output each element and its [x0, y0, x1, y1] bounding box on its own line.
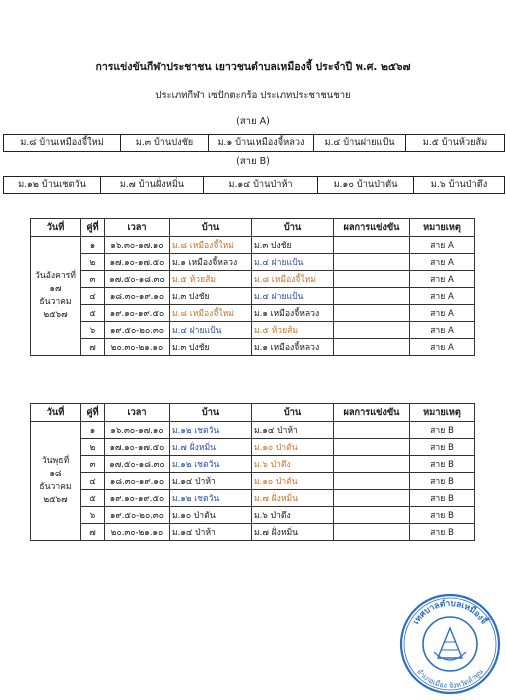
- header-match: คู่ที่: [81, 219, 105, 237]
- away-team-cell: ม.๖ ป่าตึง: [252, 456, 334, 473]
- table-row: [31, 524, 475, 541]
- group-a-team: ม.๘ บ้านเหมืองจี้ใหม่: [4, 135, 121, 151]
- date-line: ธันวาคม: [39, 297, 72, 307]
- away-team-cell: ม.๑ เหมืองจี้หลวง: [252, 305, 334, 322]
- home-team-cell: ม.๑๒ เชตวัน: [170, 456, 252, 473]
- header-date: วันที่: [31, 404, 81, 422]
- match-number-cell: ๕: [81, 305, 105, 322]
- home-team-cell: ม.๓ ปงชัย: [170, 288, 252, 305]
- result-cell: [334, 237, 410, 254]
- table-row: [31, 473, 475, 490]
- table-row: [31, 339, 475, 356]
- header-result: ผลการแข่งขัน: [334, 219, 410, 237]
- match-number-cell: ๗: [81, 524, 105, 541]
- match-number-cell: ๕: [81, 490, 105, 507]
- note-cell: สาย B: [410, 490, 475, 507]
- note-cell: สาย A: [410, 322, 475, 339]
- time-cell: ๑๗.๕๐-๑๘.๓๐: [105, 456, 170, 473]
- time-cell: ๑๙.๕๐-๒๐.๓๐: [105, 507, 170, 524]
- header-match: คู่ที่: [81, 404, 105, 422]
- away-team-cell: ม.๗ ฝั่งหมิ่น: [252, 524, 334, 541]
- header-note: หมายเหตุ: [410, 219, 475, 237]
- group-b-team: ม.๑๐ บ้านป่าตัน: [318, 177, 414, 193]
- match-number-cell: ๑: [81, 422, 105, 439]
- away-team-cell: ม.๖ ป่าตึง: [252, 507, 334, 524]
- note-cell: สาย B: [410, 507, 475, 524]
- match-number-cell: ๑: [81, 237, 105, 254]
- time-cell: ๑๘.๓๐-๑๙.๑๐: [105, 288, 170, 305]
- date-line: วันพุธที่: [41, 456, 70, 466]
- match-number-cell: ๖: [81, 507, 105, 524]
- result-cell: [334, 507, 410, 524]
- header-away: บ้าน: [252, 219, 334, 237]
- time-cell: ๑๙.๕๐-๒๐.๓๐: [105, 322, 170, 339]
- note-cell: สาย A: [410, 339, 475, 356]
- document-title: การแข่งขันกีฬาประชาชน เยาวชนตำบลเหมืองจี้ ประจำปี พ.ศ. ๒๕๖๗: [95, 61, 411, 73]
- time-cell: ๒๐.๓๐-๒๑.๑๐: [105, 339, 170, 356]
- note-cell: สาย A: [410, 237, 475, 254]
- home-team-cell: ม.๑๔ ป่าห้า: [170, 473, 252, 490]
- time-cell: ๑๗.๑๐-๑๗.๕๐: [105, 439, 170, 456]
- header-home: บ้าน: [170, 404, 252, 422]
- header-note: หมายเหตุ: [410, 404, 475, 422]
- date-cell: [31, 422, 81, 541]
- result-cell: [334, 271, 410, 288]
- group-b-teams: [3, 176, 505, 194]
- note-cell: สาย A: [410, 271, 475, 288]
- result-cell: [334, 305, 410, 322]
- time-cell: ๑๖.๓๐-๑๗.๑๐: [105, 237, 170, 254]
- stamp-bottom-text: อำเภอเมือง จังหวัดลำพูน: [415, 666, 485, 691]
- away-team-cell: ม.๓ ปงชัย: [252, 237, 334, 254]
- group-a-team: ม.๓ บ้านปงชัย: [121, 135, 209, 151]
- away-team-cell: ม.๔ ฝายแป้น: [252, 254, 334, 271]
- home-team-cell: ม.๑๒ เชตวัน: [170, 422, 252, 439]
- result-cell: [334, 524, 410, 541]
- home-team-cell: ม.๔ ฝายแป้น: [170, 322, 252, 339]
- date-line: ธันวาคม: [39, 482, 72, 492]
- result-cell: [334, 288, 410, 305]
- match-number-cell: ๔: [81, 473, 105, 490]
- note-cell: สาย A: [410, 254, 475, 271]
- table-row: [31, 305, 475, 322]
- group-a-team: ม.๕ บ้านห้วยส้ม: [422, 137, 488, 148]
- note-cell: สาย A: [410, 288, 475, 305]
- home-team-cell: ม.๘ เหมืองจี้ใหม่: [170, 305, 252, 322]
- match-number-cell: ๖: [81, 322, 105, 339]
- date-line: ๒๕๖๗: [43, 310, 68, 320]
- note-cell: สาย B: [410, 456, 475, 473]
- schedule-table-a: [30, 218, 475, 356]
- group-a-teams: [3, 134, 505, 152]
- note-cell: สาย A: [410, 305, 475, 322]
- group-a-team: ม.๔ บ้านฝายแป้น: [314, 135, 406, 151]
- match-number-cell: ๓: [81, 271, 105, 288]
- note-cell: สาย B: [410, 524, 475, 541]
- note-cell: สาย B: [410, 473, 475, 490]
- header-result: ผลการแข่งขัน: [334, 404, 410, 422]
- home-team-cell: ม.๑ เหมืองจี้หลวง: [170, 254, 252, 271]
- group-b-label: (สาย B): [236, 156, 270, 167]
- table-row: [31, 507, 475, 524]
- group-a-label: (สาย A): [236, 116, 270, 127]
- home-team-cell: ม.๓ ปงชัย: [170, 339, 252, 356]
- time-cell: ๒๐.๓๐-๒๑.๑๐: [105, 524, 170, 541]
- home-team-cell: ม.๑๐ ป่าตัน: [170, 507, 252, 524]
- header-away: บ้าน: [252, 404, 334, 422]
- home-team-cell: ม.๑๔ ป่าห้า: [170, 524, 252, 541]
- result-cell: [334, 254, 410, 271]
- away-team-cell: ม.๑๐ ป่าตัน: [252, 439, 334, 456]
- home-team-cell: ม.๕ ห้วยส้ม: [170, 271, 252, 288]
- result-cell: [334, 456, 410, 473]
- away-team-cell: ม.๑ เหมืองจี้หลวง: [252, 339, 334, 356]
- schedule-table-b: [30, 403, 475, 541]
- match-number-cell: ๒: [81, 254, 105, 271]
- date-line: ๒๕๖๗: [43, 495, 68, 505]
- result-cell: [334, 422, 410, 439]
- away-team-cell: ม.๔ ฝายแป้น: [252, 288, 334, 305]
- time-cell: ๑๗.๑๐-๑๗.๕๐: [105, 254, 170, 271]
- result-cell: [334, 439, 410, 456]
- result-cell: [334, 473, 410, 490]
- document-subtitle: ประเภทกีฬา เซปักตะกร้อ ประเภทประชาชนชาย: [155, 90, 351, 101]
- table-row: [31, 288, 475, 305]
- time-cell: ๑๖.๓๐-๑๗.๑๐: [105, 422, 170, 439]
- match-number-cell: ๗: [81, 339, 105, 356]
- home-team-cell: ม.๘ เหมืองจี้ใหม่: [170, 237, 252, 254]
- away-team-cell: ม.๗ ฝั่งหมิ่น: [252, 490, 334, 507]
- home-team-cell: ม.๗ ฝั่งหมิ่น: [170, 439, 252, 456]
- table-row: [31, 254, 475, 271]
- result-cell: [334, 490, 410, 507]
- municipality-seal-icon: [398, 592, 502, 696]
- table-row: [31, 322, 475, 339]
- stamp-top-text: เทศบาลตำบลเหมืองจี้: [411, 598, 489, 627]
- away-team-cell: ม.๑๔ ป่าห้า: [252, 422, 334, 439]
- date-line: ๑๗: [49, 284, 62, 294]
- match-number-cell: ๒: [81, 439, 105, 456]
- table-row: [31, 456, 475, 473]
- result-cell: [334, 322, 410, 339]
- table-row: [31, 439, 475, 456]
- header-home: บ้าน: [170, 219, 252, 237]
- time-cell: ๑๘.๓๐-๑๙.๑๐: [105, 473, 170, 490]
- date-cell: [31, 237, 81, 356]
- date-line: ๑๘: [49, 469, 62, 479]
- result-cell: [334, 339, 410, 356]
- away-team-cell: ม.๘ เหมืองจี้ใหม่: [252, 271, 334, 288]
- away-team-cell: ม.๕ ห้วยส้ม: [252, 322, 334, 339]
- group-b-team: ม.๖ บ้านป่าตึง: [430, 179, 488, 190]
- note-cell: สาย B: [410, 439, 475, 456]
- group-b-team: ม.๑๔ บ้านป่าห้า: [204, 177, 318, 193]
- match-number-cell: ๓: [81, 456, 105, 473]
- time-cell: ๑๗.๕๐-๑๘.๓๐: [105, 271, 170, 288]
- home-team-cell: ม.๑๒ เชตวัน: [170, 490, 252, 507]
- table-row: [31, 271, 475, 288]
- group-b-team: ม.๗ บ้านฝั่งหมิ่น: [101, 177, 204, 193]
- time-cell: ๑๙.๑๐-๑๙.๕๐: [105, 305, 170, 322]
- table-row: [31, 490, 475, 507]
- header-time: เวลา: [105, 404, 170, 422]
- group-b-team: ม.๑๒ บ้านเชตวัน: [4, 177, 101, 193]
- header-time: เวลา: [105, 219, 170, 237]
- match-number-cell: ๔: [81, 288, 105, 305]
- date-line: วันอังคารที่: [35, 271, 76, 281]
- note-cell: สาย B: [410, 422, 475, 439]
- header-date: วันที่: [31, 219, 81, 237]
- away-team-cell: ม.๑๐ ป่าตัน: [252, 473, 334, 490]
- table-row: [31, 422, 475, 439]
- table-row: [31, 237, 475, 254]
- time-cell: ๑๙.๑๐-๑๙.๕๐: [105, 490, 170, 507]
- group-a-team: ม.๑ บ้านเหมืองจี้หลวง: [209, 135, 314, 151]
